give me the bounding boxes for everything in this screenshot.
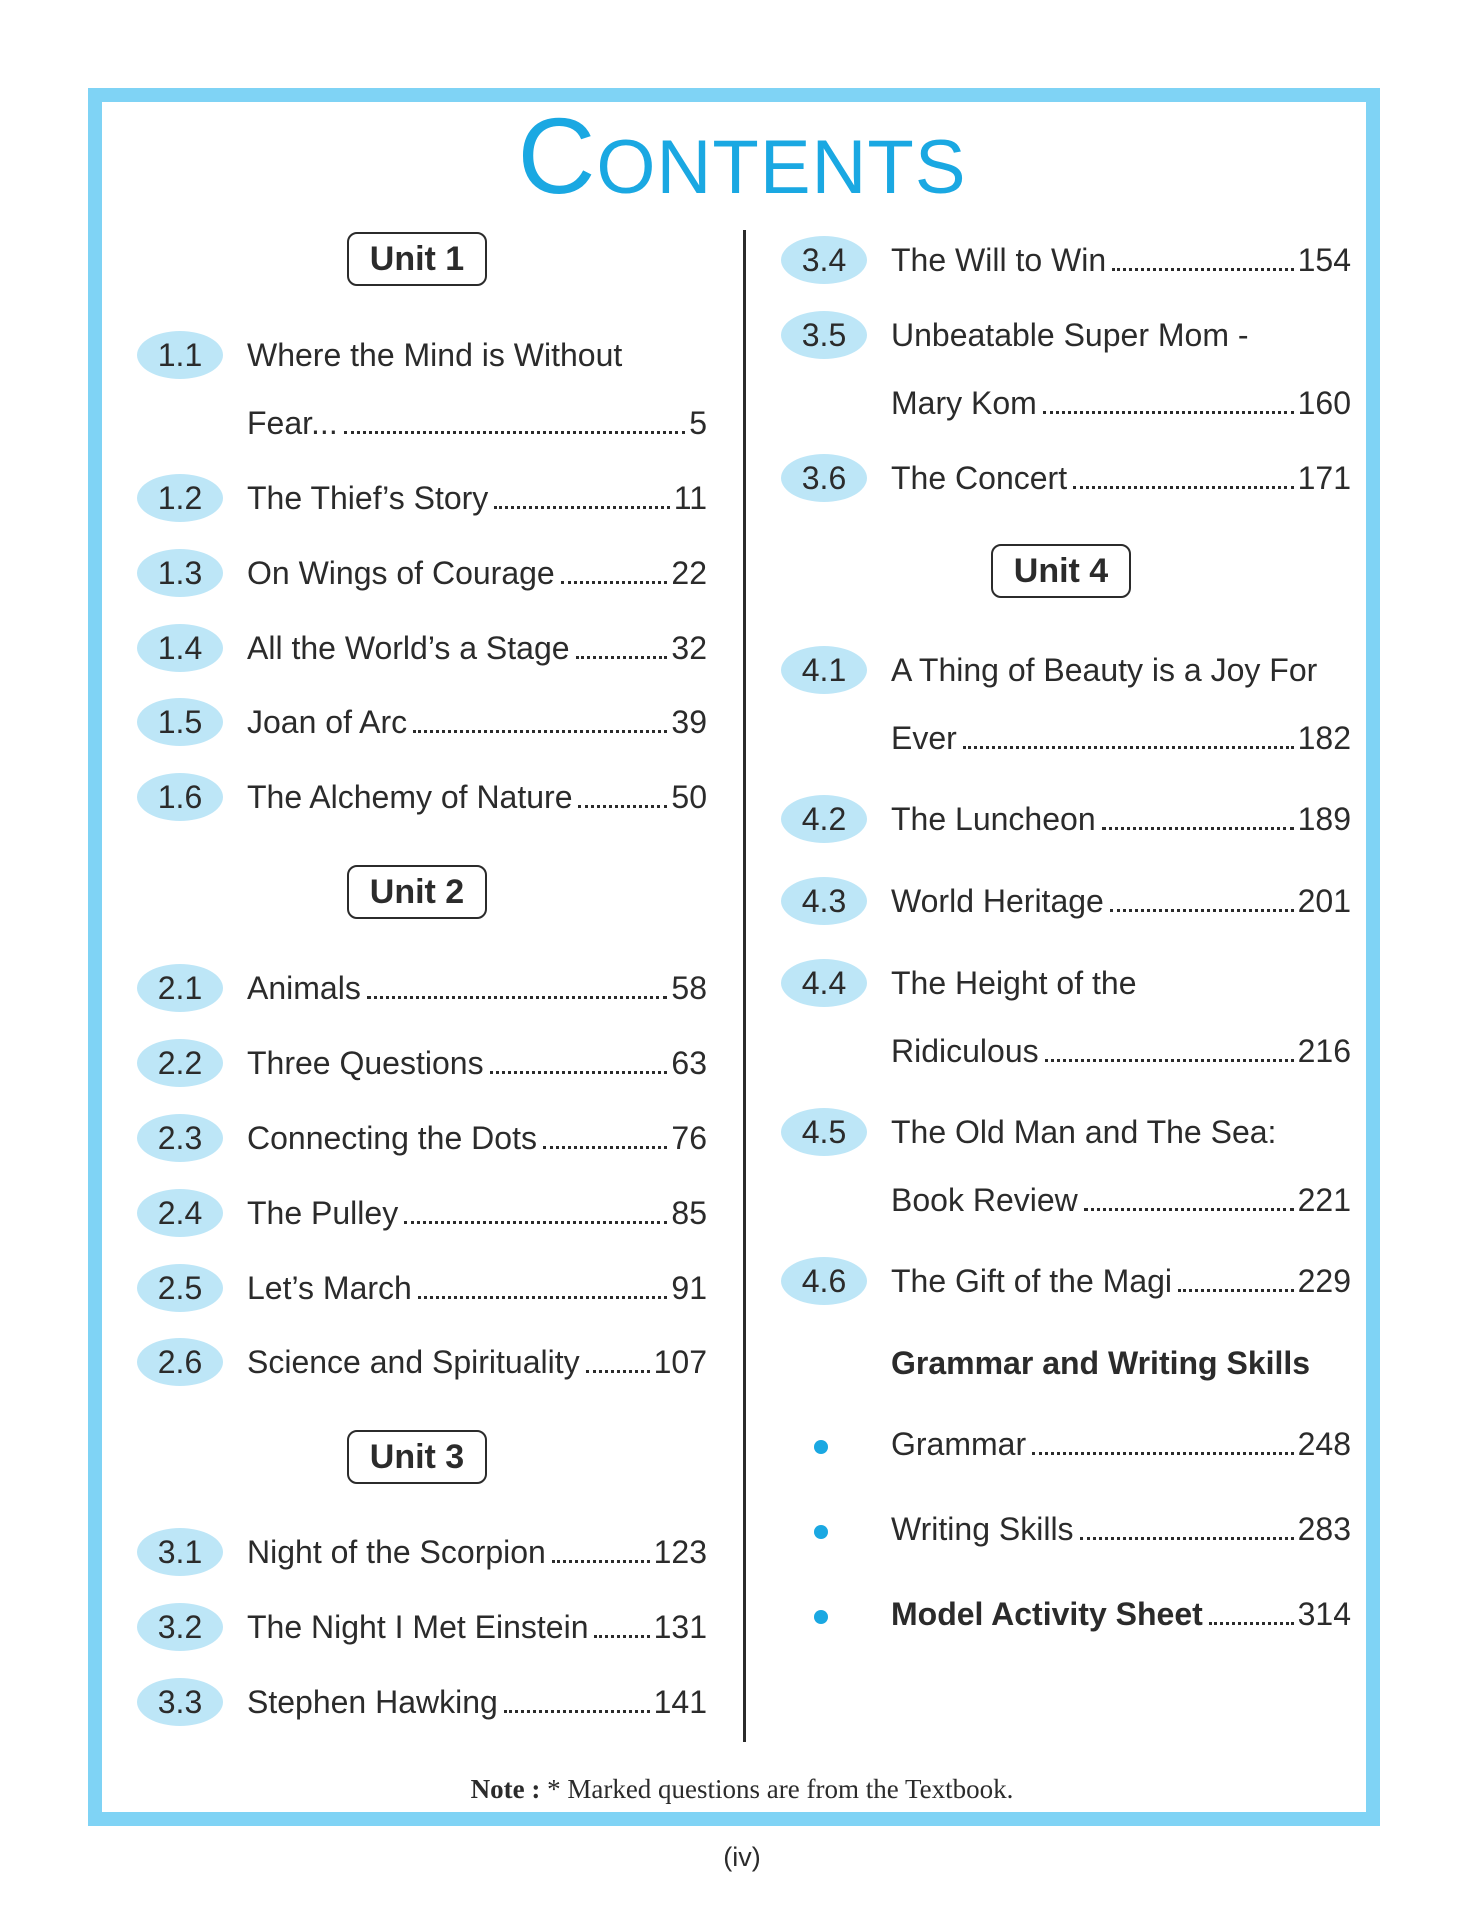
item-number-badge: 3.6 (781, 454, 867, 502)
page-ref: 58 (671, 970, 707, 1006)
toc-entry[interactable] (891, 881, 1351, 921)
item-title: Stephen Hawking (247, 1684, 498, 1720)
item-title: On Wings of Courage (247, 555, 555, 591)
leader-dots (543, 1146, 667, 1149)
toc-entry[interactable] (891, 1261, 1351, 1301)
page-ref: 123 (653, 1534, 707, 1570)
leader-dots (1080, 1537, 1294, 1540)
item-number-badge: 4.6 (781, 1257, 867, 1305)
toc-entry[interactable] (247, 1043, 707, 1083)
page-ref: 229 (1297, 1263, 1351, 1299)
toc-entry[interactable] (247, 702, 707, 742)
page-ref: 11 (673, 480, 707, 516)
toc-entry[interactable] (247, 478, 707, 518)
leader-dots (344, 431, 686, 434)
bullet-icon (814, 1525, 828, 1539)
item-number-badge: 2.2 (137, 1039, 223, 1087)
item-number-badge: 2.6 (137, 1338, 223, 1386)
item-title-cont: Mary Kom (891, 385, 1037, 421)
page-ref: 201 (1297, 883, 1351, 919)
item-number-badge: 1.3 (137, 549, 223, 597)
leader-dots (561, 581, 668, 584)
page-ref: 248 (1297, 1426, 1351, 1462)
toc-entry[interactable] (247, 1268, 707, 1308)
footnote (0, 1774, 1484, 1805)
bullet-icon (814, 1610, 828, 1624)
item-number-badge: 1.6 (137, 773, 223, 821)
unit-3-heading: Unit 3 (347, 1430, 487, 1484)
unit-1-heading: Unit 1 (347, 232, 487, 286)
item-title: All the World’s a Stage (247, 630, 570, 666)
item-title: The Luncheon (891, 801, 1096, 837)
item-title[interactable]: Where the Mind is Without (247, 337, 623, 373)
item-title: The Gift of the Magi (891, 1263, 1173, 1299)
item-title: The Will to Win (891, 242, 1107, 278)
item-number-badge: 4.3 (781, 877, 867, 925)
leader-dots (1209, 1622, 1294, 1625)
toc-entry[interactable] (247, 968, 707, 1008)
unit-2-heading: Unit 2 (347, 865, 487, 919)
item-title-cont: Ever (891, 720, 957, 756)
item-title: Writing Skills (891, 1511, 1074, 1547)
page-ref: 107 (653, 1344, 707, 1380)
page-title: Contents (517, 95, 967, 216)
leader-dots (963, 746, 1294, 749)
item-title[interactable]: A Thing of Beauty is a Joy For (891, 652, 1318, 688)
toc-entry-writing[interactable] (891, 1509, 1351, 1549)
toc-entry[interactable] (247, 1193, 707, 1233)
page-ref: 154 (1297, 242, 1351, 278)
page-ref: 39 (671, 704, 707, 740)
item-number-badge: 1.1 (137, 331, 223, 379)
item-title: The Pulley (247, 1195, 399, 1231)
grammar-section-heading: Grammar and Writing Skills (891, 1345, 1311, 1381)
leader-dots (1112, 268, 1293, 271)
leader-dots (1073, 486, 1294, 489)
item-title-cont: Fear... (247, 405, 338, 441)
toc-entry[interactable] (247, 1607, 707, 1647)
page-ref: 182 (1297, 720, 1351, 756)
page-ref: 131 (653, 1609, 707, 1645)
item-number-badge: 2.5 (137, 1264, 223, 1312)
item-title: Animals (247, 970, 361, 1006)
bullet-icon (814, 1440, 828, 1454)
item-number-badge: 3.2 (137, 1603, 223, 1651)
item-title[interactable]: Unbeatable Super Mom - (891, 317, 1249, 353)
item-number-badge: 3.3 (137, 1678, 223, 1726)
toc-entry-model[interactable] (891, 1594, 1351, 1634)
item-title[interactable]: The Old Man and The Sea: (891, 1114, 1277, 1150)
leader-dots (413, 730, 667, 733)
leader-dots (1084, 1208, 1294, 1211)
item-number-badge: 4.2 (781, 795, 867, 843)
item-title: World Heritage (891, 883, 1104, 919)
toc-entry[interactable] (247, 1682, 707, 1722)
page-ref: 5 (689, 405, 707, 441)
toc-entry[interactable] (891, 799, 1351, 839)
leader-dots (1032, 1452, 1294, 1455)
toc-entry[interactable] (247, 628, 707, 668)
item-title: Three Questions (247, 1045, 484, 1081)
leader-dots (494, 506, 670, 509)
page-ref: 160 (1297, 385, 1351, 421)
leader-dots (1178, 1289, 1294, 1292)
toc-entry[interactable] (891, 458, 1351, 498)
toc-entry[interactable] (247, 403, 707, 443)
page-ref: 63 (671, 1045, 707, 1081)
item-title: Night of the Scorpion (247, 1534, 546, 1570)
toc-entry[interactable] (891, 1180, 1351, 1220)
item-number-badge: 2.1 (137, 964, 223, 1012)
item-number-badge: 1.5 (137, 698, 223, 746)
leader-dots (404, 1221, 667, 1224)
page-ref: 22 (671, 555, 707, 591)
item-title: Model Activity Sheet (891, 1596, 1203, 1632)
page-ref: 50 (671, 779, 707, 815)
leader-dots (1102, 827, 1294, 830)
item-title: The Concert (891, 460, 1068, 496)
leader-dots (594, 1635, 649, 1638)
item-number-badge: 3.4 (781, 236, 867, 284)
leader-dots (418, 1296, 668, 1299)
toc-entry[interactable] (891, 240, 1351, 280)
note-text: * Marked questions are from the Textbook. (547, 1774, 1014, 1804)
toc-entry[interactable] (247, 1532, 707, 1572)
leader-dots (367, 996, 668, 999)
page-ref: 76 (671, 1120, 707, 1156)
item-title-cont: Ridiculous (891, 1033, 1039, 1069)
item-title: The Night I Met Einstein (247, 1609, 589, 1645)
page-number: (iv) (723, 1842, 761, 1872)
leader-dots (552, 1560, 650, 1563)
toc-entry[interactable] (247, 1118, 707, 1158)
toc-entry[interactable] (247, 553, 707, 593)
item-title-cont: Book Review (891, 1182, 1078, 1218)
item-number-badge: 1.2 (137, 474, 223, 522)
item-title: Science and Spirituality (247, 1344, 580, 1380)
page-ref: 216 (1297, 1033, 1351, 1069)
item-number-badge: 1.4 (137, 624, 223, 672)
item-title: The Thief’s Story (247, 480, 489, 516)
page-ref: 91 (671, 1270, 707, 1306)
page-ref: 32 (671, 630, 707, 666)
leader-dots (576, 656, 668, 659)
toc-entry[interactable] (891, 718, 1351, 758)
item-title: The Alchemy of Nature (247, 779, 573, 815)
leader-dots (1043, 411, 1294, 414)
page-ref: 221 (1297, 1182, 1351, 1218)
unit-4-heading: Unit 4 (991, 544, 1131, 598)
page-ref: 171 (1297, 460, 1351, 496)
leader-dots (504, 1710, 650, 1713)
toc-entry[interactable] (891, 1031, 1351, 1071)
leader-dots (578, 805, 667, 808)
toc-entry[interactable] (247, 777, 707, 817)
item-number-badge: 4.1 (781, 646, 867, 694)
toc-entry[interactable] (247, 1342, 707, 1382)
item-number-badge: 4.4 (781, 959, 867, 1007)
leader-dots (586, 1370, 650, 1373)
toc-entry[interactable] (891, 383, 1351, 423)
item-number-badge: 3.1 (137, 1528, 223, 1576)
note-label: Note : (470, 1774, 541, 1804)
item-number-badge: 2.4 (137, 1189, 223, 1237)
item-title: Joan of Arc (247, 704, 408, 740)
item-title: Let’s March (247, 1270, 412, 1306)
page-ref: 314 (1297, 1596, 1351, 1632)
leader-dots (1045, 1059, 1294, 1062)
item-title[interactable]: The Height of the (891, 965, 1137, 1001)
item-title: Grammar (891, 1426, 1027, 1462)
item-number-badge: 2.3 (137, 1114, 223, 1162)
item-number-badge: 3.5 (781, 311, 867, 359)
page-ref: 85 (671, 1195, 707, 1231)
leader-dots (1110, 909, 1294, 912)
leader-dots (490, 1071, 668, 1074)
item-number-badge: 4.5 (781, 1108, 867, 1156)
toc-entry-grammar[interactable] (891, 1424, 1351, 1464)
page-ref: 141 (653, 1684, 707, 1720)
page-ref: 283 (1297, 1511, 1351, 1547)
column-divider (743, 230, 746, 1742)
item-title: Connecting the Dots (247, 1120, 537, 1156)
page-ref: 189 (1297, 801, 1351, 837)
